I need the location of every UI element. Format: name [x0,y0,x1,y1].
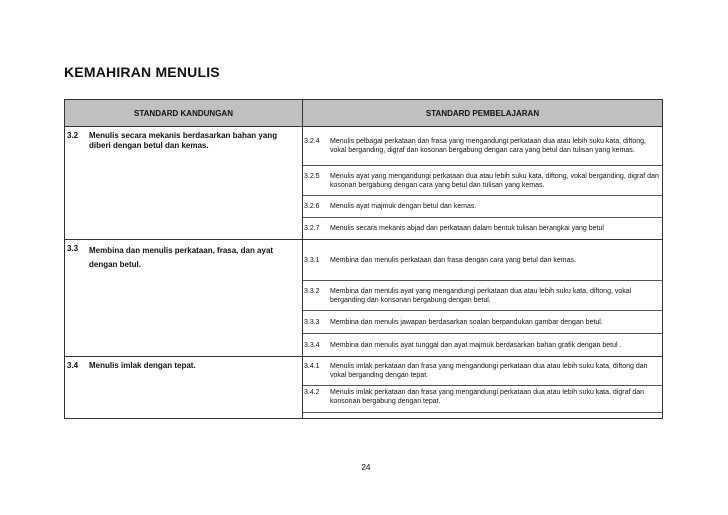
header-standard-kandungan: STANDARD KANDUNGAN [65,100,303,127]
kandungan-number: 3.3 [67,244,79,253]
pembelajaran-text: Menulis pelbagai perkataan dan frasa yang mengandungi perkataan dua atau lebih suku kata, diftong, vokal berganding, digraf dan kosonan bergabung dengan cara yang betul dan tulisan yang kemas. [330,138,647,154]
table-row [65,127,663,166]
table-row [65,240,663,281]
pembelajaran-cell [303,357,663,386]
pembelajaran-text: Membina dan menulis ayat yang mengandungi perkataan dua atau lebih suku kata, diftong, vokal berganding dan konsonan bergabung dengan betul. [330,287,632,304]
kandungan-number: 3.4 [67,361,79,370]
pembelajaran-cell [303,386,663,413]
header-standard-pembelajaran: STANDARD PEMBELAJARAN [303,100,663,127]
pembelajaran-text: Membina dan menulis perkataan dan frasa dengan cara yang betul dan kemas. [330,256,576,264]
pembelajaran-number: 3.3.1 [304,256,320,264]
kandungan-cell [65,240,303,357]
pembelajaran-number: 3.3.4 [304,341,320,349]
pembelajaran-cell [303,166,663,196]
kandungan-text: Menulis secara mekanis berdasarkan bahan yang diberi dengan betul dan kemas. [89,131,278,150]
pembelajaran-number: 3.2.7 [304,225,320,232]
kandungan-number: 3.2 [67,131,79,140]
kandungan-cell [65,127,303,240]
pembelajaran-number: 3.4.2 [304,389,320,396]
pembelajaran-number: 3.3.3 [304,318,320,326]
table-row [65,357,663,386]
pembelajaran-cell [303,218,663,240]
pembelajaran-cell [303,196,663,218]
pembelajaran-text: Menulis secara mekanis abjad dan perkataan dalam bentuk tulisan berangkai yang betul [330,225,604,232]
kandungan-cell [65,357,303,419]
kandungan-text: Menulis imlak dengan tepat. [89,361,196,370]
pembelajaran-cell [303,311,663,334]
kandungan-text: Membina dan menulis perkataan, frasa, dan ayat dengan betul. [89,246,274,269]
table-header-row [65,100,663,127]
pembelajaran-text: Menulis imlak perkataan dan frasa yang mengandungi perkataan dua atau lebih suku kata, diftong dan vokal berganding dengan tepat. [330,363,648,379]
pembelajaran-text: Menulis ayat majmuk dengan betul dan kemas. [330,203,477,210]
pembelajaran-number: 3.2.6 [304,203,320,210]
pembelajaran-cell [303,281,663,311]
pembelajaran-number: 3.4.1 [304,363,320,370]
pembelajaran-text: Membina dan menulis jawapan berdasarkan soalan berpandukan gambar dengan betul. [330,318,603,326]
pembelajaran-text: Menulis ayat yang mengandungi perkataan dua atau lebih suku kata, diftong, vokal berganding, digraf dan kosonan bergabung dengan cara yang betul dan tulisan yang kemas. [330,172,659,189]
pembelajaran-cell [303,240,663,281]
pembelajaran-cell [303,127,663,166]
standards-table [64,99,663,419]
page-title: KEMAHIRAN MENULIS [64,64,220,80]
pembelajaran-number: 3.3.2 [304,287,320,295]
pembelajaran-cell [303,334,663,357]
pembelajaran-text: Menulis imlak perkataan dan frasa yang mengandungi perkataan dua atau lebih suku kata, digraf dan konsonan bergabung dengan tepat. [330,389,645,405]
page-number: 24 [361,463,371,472]
pembelajaran-text: Membina dan menulis ayat tunggal dan ayat majmuk berdasarkan bahan grafik dengan betul . [330,341,622,349]
pembelajaran-number: 3.2.4 [304,138,320,145]
pembelajaran-cell-empty [303,413,663,419]
pembelajaran-number: 3.2.5 [304,172,320,180]
